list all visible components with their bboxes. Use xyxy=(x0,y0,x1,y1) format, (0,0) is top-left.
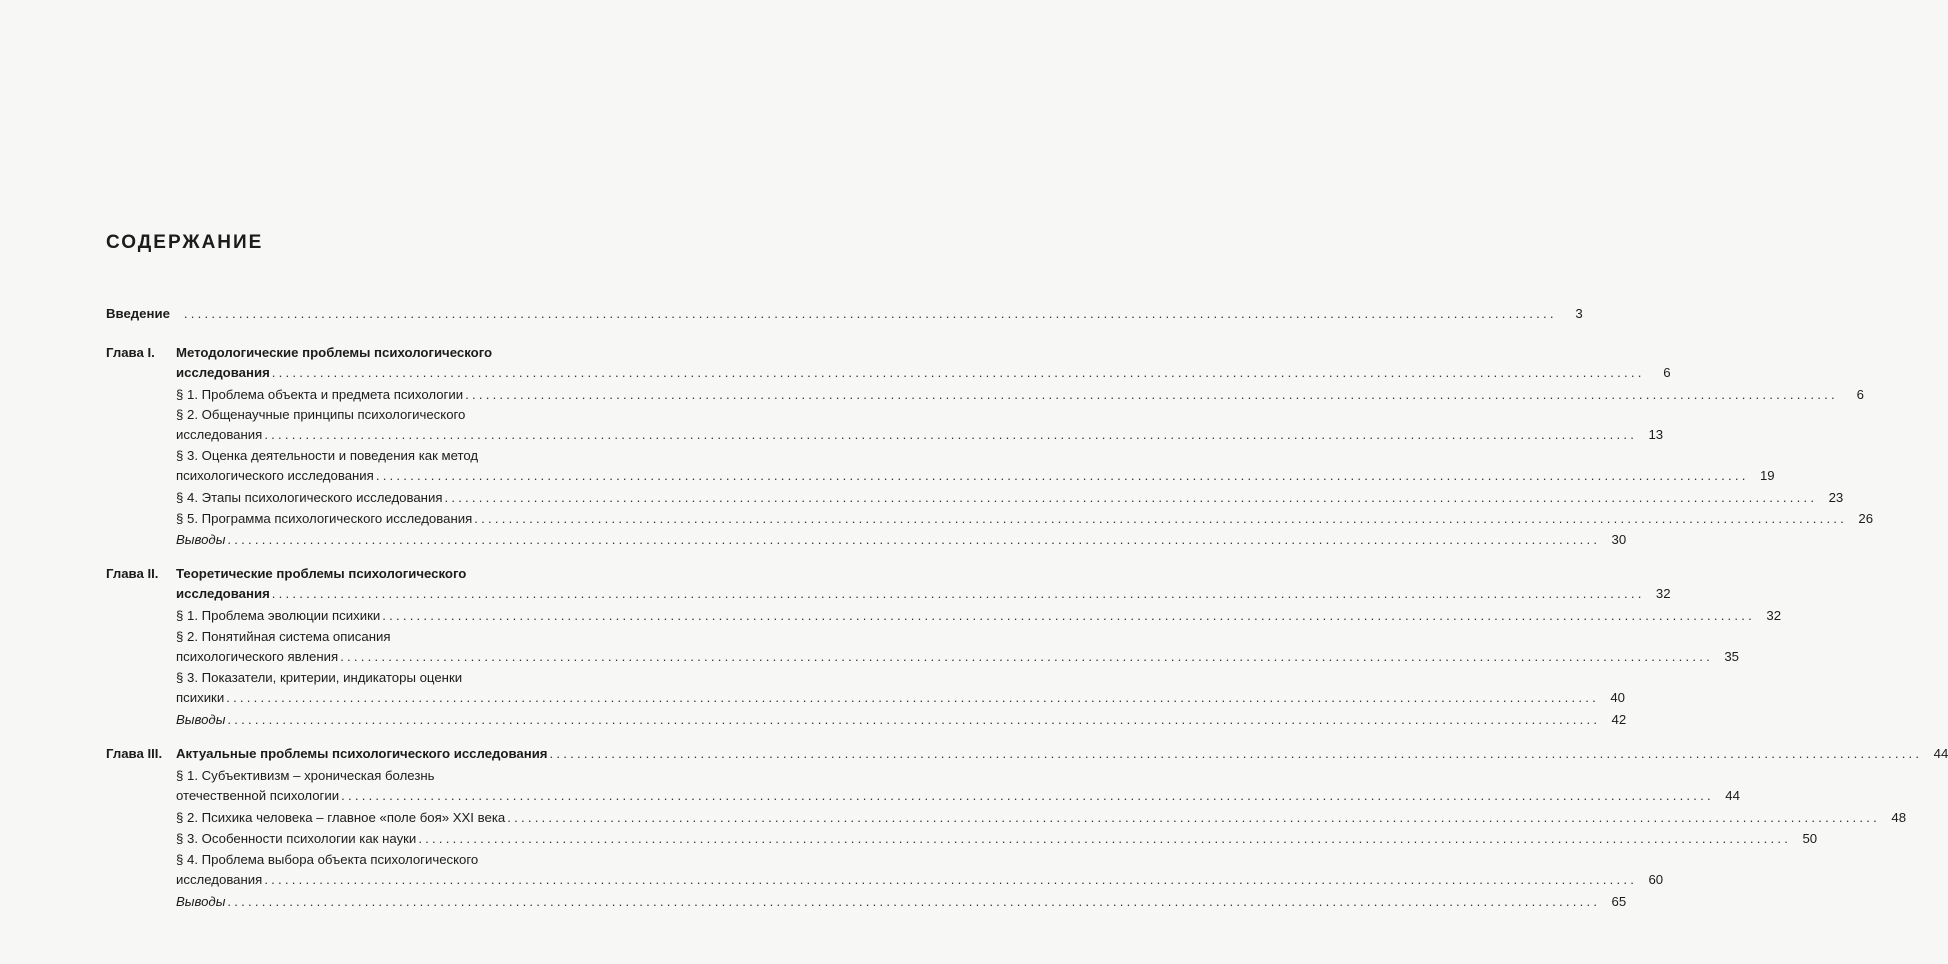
section-title: § 2. Общенаучные принципы психологического xyxy=(176,407,466,422)
toc-intro[interactable] xyxy=(106,304,1583,324)
conclusion-label: Выводы xyxy=(176,532,226,547)
page-number: 65 xyxy=(1611,894,1627,909)
leader-dots: ........................................................................................................................................................................................................ xyxy=(264,427,1638,442)
page-number: 44 xyxy=(1725,788,1740,803)
section-title-cont: психологического исследования xyxy=(176,468,374,483)
section-title: § 1. Субъективизм – хроническая болезнь xyxy=(176,768,435,783)
leader-dots: ........................................................................................................................................................................................................ xyxy=(465,387,1838,402)
leader-dots: ........................................................................................................................................................................................................ xyxy=(271,586,1645,601)
page-number: 23 xyxy=(1828,490,1844,505)
page-number: 42 xyxy=(1611,712,1627,727)
toc-section[interactable] xyxy=(106,668,1625,708)
page-number: 13 xyxy=(1648,427,1664,442)
leader-dots: ........................................................................................................................................................................................................ xyxy=(226,690,1599,705)
toc-section[interactable] xyxy=(106,606,1782,626)
page-number: 32 xyxy=(1655,586,1671,601)
conclusion-label: Выводы xyxy=(176,712,226,727)
toc-section[interactable] xyxy=(106,446,1775,486)
leader-dots: ........................................................................................................................................................................................................ xyxy=(227,712,1601,727)
section-title-cont: исследования xyxy=(176,427,263,442)
leader-dots: ........................................................................................................................................................................................................ xyxy=(382,608,1756,623)
section-title: § 1. Проблема эволюции психики xyxy=(176,608,381,623)
leader-dots: ........................................................................................................................................................................................................ xyxy=(264,872,1638,887)
page-title: СОДЕРЖАНИЕ xyxy=(106,232,264,253)
section-title: § 3. Показатели, критерии, индикаторы оценки xyxy=(176,670,463,685)
leader-dots: ........................................................................................................................................................................................................ xyxy=(507,810,1881,825)
leader-dots: ........................................................................................................................................................................................................ xyxy=(418,831,1792,846)
leader-dots: ........................................................................................................................................................................................................ xyxy=(549,746,1923,761)
chapter-title: Теоретические проблемы психологического xyxy=(176,566,467,581)
leader-dots: ........................................................................................................................................................................................................ xyxy=(271,365,1645,380)
section-title: § 1. Проблема объекта и предмета психологии xyxy=(176,387,464,402)
chapter-title-cont: исследования xyxy=(176,365,270,380)
toc-section[interactable] xyxy=(106,488,1844,508)
page-number: 3 xyxy=(1575,306,1583,321)
page-number: 50 xyxy=(1802,831,1818,846)
page-number: 44 xyxy=(1933,746,1948,761)
leader-dots: ........................................................................................................................................................................................................ xyxy=(474,511,1848,526)
toc-section[interactable] xyxy=(106,405,1664,445)
section-title: § 5. Программа психологического исследования xyxy=(176,511,473,526)
chapter-title: Методологические проблемы психологического xyxy=(176,345,493,360)
page-number: 48 xyxy=(1891,810,1907,825)
toc-section[interactable] xyxy=(106,509,1874,529)
leader-dots: ........................................................................................................................................................................................................ xyxy=(183,306,1557,321)
chapter-title-cont: исследования xyxy=(176,586,270,601)
leader-dots: ........................................................................................................................................................................................................ xyxy=(340,649,1713,664)
section-title-cont: исследования xyxy=(176,872,263,887)
toc-conclusion[interactable] xyxy=(106,530,1627,550)
section-title: § 4. Этапы психологического исследования xyxy=(176,490,443,505)
section-title: § 2. Понятийная система описания xyxy=(176,629,391,644)
page-number: 40 xyxy=(1610,690,1625,705)
section-title: § 2. Психика человека – главное «поле боя» XXI века xyxy=(176,810,506,825)
intro-label: Введение xyxy=(106,306,170,321)
chapter-2-heading[interactable] xyxy=(106,564,1671,604)
leader-dots: ........................................................................................................................................................................................................ xyxy=(227,894,1601,909)
leader-dots: ........................................................................................................................................................................................................ xyxy=(375,468,1749,483)
toc-section[interactable] xyxy=(106,766,1740,806)
page-number: 6 xyxy=(1663,365,1671,380)
page-number: 19 xyxy=(1759,468,1775,483)
section-title-cont: психологического явления xyxy=(176,649,339,664)
chapter-label: Глава II. xyxy=(106,566,159,581)
page-number: 6 xyxy=(1856,387,1864,402)
chapter-label: Глава I. xyxy=(106,345,155,360)
chapter-3-heading[interactable] xyxy=(106,744,1948,764)
page-number: 26 xyxy=(1858,511,1874,526)
toc-conclusion[interactable] xyxy=(106,892,1627,912)
section-title: § 3. Особенности психологии как науки xyxy=(176,831,417,846)
toc-section[interactable] xyxy=(106,385,1864,405)
toc-section[interactable] xyxy=(106,808,1907,828)
conclusion-label: Выводы xyxy=(176,894,226,909)
page-number: 30 xyxy=(1611,532,1627,547)
toc-section[interactable] xyxy=(106,627,1739,667)
leader-dots: ........................................................................................................................................................................................................ xyxy=(341,788,1714,803)
page-number: 60 xyxy=(1648,872,1664,887)
leader-dots: ........................................................................................................................................................................................................ xyxy=(227,532,1601,547)
toc-section[interactable] xyxy=(106,850,1664,890)
toc-section[interactable] xyxy=(106,829,1818,849)
chapter-label: Глава III. xyxy=(106,746,163,761)
page-number: 35 xyxy=(1724,649,1739,664)
section-title-cont: отечественной психологии xyxy=(176,788,340,803)
section-title: § 4. Проблема выбора объекта психологического xyxy=(176,852,479,867)
page-number: 32 xyxy=(1766,608,1782,623)
section-title: § 3. Оценка деятельности и поведения как метод xyxy=(176,448,479,463)
leader-dots: ........................................................................................................................................................................................................ xyxy=(444,490,1818,505)
section-title-cont: психики xyxy=(176,690,225,705)
chapter-1-heading[interactable] xyxy=(106,343,1671,383)
chapter-title: Актуальные проблемы психологического исследования xyxy=(176,746,548,761)
toc-conclusion[interactable] xyxy=(106,710,1627,730)
